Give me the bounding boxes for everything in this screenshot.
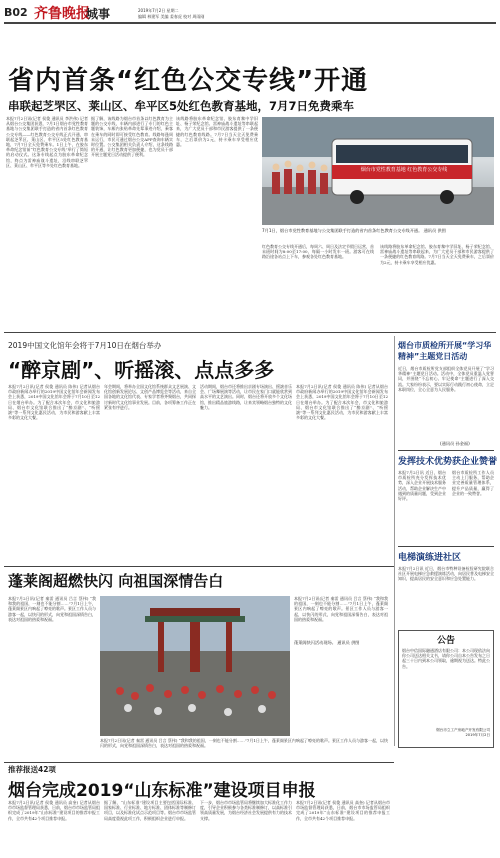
- story2-kicker: 2019中国文化馆年会将于7月10日在烟台举办: [8, 341, 162, 350]
- lead-bottom-rule: [4, 332, 496, 333]
- story2-column-3: 活动期间，烟台市还将推出京剧专场演出、摇滚音乐会、广场舞展演等活动，让市民在家门口就能欣赏到高水平的文艺演出。同时，烟台还将开放多个文化场馆，推出精品旅游线路，让来宾领略烟台独特的文化魅力。: [200, 384, 292, 410]
- paper-logo: 齐鲁晚报: [34, 6, 90, 22]
- brief3-headline: 电梯演练进社区: [398, 553, 462, 563]
- brief-rule-2: [398, 546, 494, 547]
- story2-column-2: 年会期间，将举办全国文化馆系统群众文艺展演、文化馆创新发展论坛、文创产品博览会等活动，来自全国各地的文化馆代表、专家学者将齐聚烟台，共同探讨新时代文化馆事业发展。目前，各项筹备工作正在紧张有序进行。: [104, 384, 196, 410]
- story3-column-3: 本报7月2日讯(记者 秦雷 通讯员 吕言 蔡伟) “我和我的祖国，一刻也不能分割……”7月1日上午，蓬莱阁景区内响起了嘹亮的歌声。景区工作人员与游客一起，以快闪的形式，向党和祖国深情告白，表达对祖国的热爱和祝福。: [100, 738, 388, 749]
- bottom-story-column-1: 本报7月2日讯(记者 侯俊 通讯员 高奎) 记者从烟台市市场监督管理局获悉，日前，烟台市市场监管局组织完成了2019年“山东标准”建设项目的推荐申报工作，全市共有42个项目推荐申报。: [8, 800, 100, 821]
- brief2-body: 烟台市质检所工作人员主动上门服务，帮助企业完善质量管理体系，提升产品质量，赢得了企业的一致赞誉。: [452, 470, 494, 496]
- lead-column-1: 本报7月2日讯(记者 侯俊 通讯员 李洪伟) 记者从烟台公交集团获悉，7月1日烟台市党性教育基地与公交集团联手打造的省内首条红色教育公交专线——红色教育公交专线正式开通，串联起芝罘区、莱山区、牟平区5处红色教育基地，7月7日全天免费乘车。1日上午，在胶东革命纪念馆前“红色教育公交专线”举行了简短的启动仪式。这条专线起点为胶东革命纪念馆，终点为雷神庙战斗遗址，沿线串联芝罘区、莱山区、牟平区等多处红色教育基地。: [6, 116, 88, 168]
- brief-rule-1: [398, 450, 494, 451]
- notice-title: 公告: [436, 636, 455, 646]
- lead-column-3: 该线路将胶东革命纪念馆、胶东育黎中学旧址、杨子荣纪念馆、雷神庙战斗遗址等串联起来，为广大党员干部和市民游客提供了一条便捷的红色教育线路。7月7日当天全天免费乘车，之后票价为2元，持卡乘车享受相应优惠。: [176, 116, 258, 148]
- bottom-story-headline: 烟台完成2019“山东标准”建设项目申报: [8, 781, 316, 801]
- right-story-credit: (通讯员 孙金福): [440, 441, 470, 446]
- bottom-story-rule: [4, 762, 394, 763]
- notice-body: 烟台中信国际融通酒店有限公司：本公司现依法向你公司送达相关文书，请你公司自本公告发布之日起三十日内到本公司领取，逾期视为送达。特此公告。: [402, 648, 490, 669]
- public-notice: [398, 630, 494, 748]
- brief3-body: 本报7月2日讯 近日，烟台市特种设备检验研究院联合社区开展电梯应急救援演练活动，向居民普及电梯安全知识，提高居民的安全意识和应急处置能力。: [398, 566, 494, 582]
- bottom-story-column-3: 下一步，烟台市市场监管局将继续加大标准化工作力度，引导企业积极参与各类标准制修订，以高标准引领高质量发展，为烟台经济社会发展提供有力的技术支撑。: [200, 800, 292, 821]
- story2-headline: “醉京剧”、听摇滚、点点多多: [8, 358, 275, 382]
- page-number: B02: [4, 6, 28, 19]
- story3-headline: 蓬莱阁超燃快闪 向祖国深情告白: [8, 572, 224, 590]
- lead-headline: 省内首条“红色公交专线”开通: [8, 66, 369, 96]
- lead-column-5: 该线路将胶东革命纪念馆、胶东育黎中学旧址、杨子荣纪念馆、雷神庙战斗遗址等串联起来，为广大党员干部和市民游客提供了一条便捷的红色教育线路。7月7日当天全天免费乘车，之后票价为2元，持卡乘车享受相应优惠。: [380, 244, 494, 265]
- editor-line: 编辑 林建军 美编 姜春虎 校对 周雨刚: [138, 14, 205, 19]
- brief1-body: 本报7月2日讯 近日，烟台市质检所充分发挥技术优势，深入企业开展技术服务活动，帮助企业解决生产中遇到的质量问题，受到企业好评。: [398, 470, 446, 502]
- notice-date: 2019年7月2日: [465, 733, 490, 738]
- bottom-story-kicker: 推荐报送42项: [8, 765, 56, 774]
- lead-subheadline: 串联起芝罘区、莱山区、牟平区5处红色教育基地，7月7日免费乘车: [8, 99, 355, 113]
- story2-column-1: 本报7月2日讯(记者 侯俊 通讯员 陈伟) 记者从烟台市政府新闻办举行的2019中国文化馆年会新闻发布会上获悉，2019中国文化馆年会将于7月10日至12日在烟台举办。为了配合本次年会，市文化和旅游局、烟台市文化馆联合推出了“醉京剧”、“听摇滚”等一系列文化惠民活动，为市民和游客献上丰富多彩的文化大餐。: [8, 384, 100, 421]
- story3-column-2: 本报7月2日讯(记者 秦雷 通讯员 吕言 蔡伟) “我和我的祖国，一刻也不能分割……”7月1日上午，蓬莱阁景区内响起了嘹亮的歌声。景区工作人员与游客一起，以快闪的形式，向党和祖国深情告白，表达对祖国的热爱和祝福。: [294, 596, 388, 622]
- right-story-body: 近日，烟台市质检所党支部组织全体党员开展了“学习华精神”主题党日活动。活动中，全体党员重温入党誓词，并围绕“不忘初心、牢记使命”主题进行了深入交流。大家纷纷表示，要以实际行动践行初心使命，立足本职岗位，全心全意为人民服务。: [398, 366, 494, 392]
- lead-column-2: 据了解，该线路为烟台市首条以红色教育为主题的公交专线，车辆内部进行了专门的红色主题装饰，车厢内张贴革命先辈事迹介绍，乘客在乘车的同时即可接受红色教育。线路每逢周末运行，市民可通过烟台公交APP查询车辆实时位置。公交集团相关负责人介绍，这条线路的开通，让红色教育更加便捷，也为党员干部开展主题党日活动提供了便利。: [91, 116, 173, 158]
- bus-photo-caption: 7月1日，烟台市党性教育基地与公交集团联手打造的省内首条红色教育公交专线开通。 通讯员 供图: [262, 228, 446, 233]
- bus-photo: [262, 117, 494, 225]
- story3-column-1: 本报7月2日讯(记者 秦雷 通讯员 吕言 蔡伟) “我和我的祖国，一刻也不能分割……”7月1日上午，蓬莱阁景区内响起了嘹亮的歌声。景区工作人员与游客一起，以快闪的形式，向党和祖国深情告白，表达对祖国的热爱和祝福。: [8, 596, 96, 622]
- masthead-rule: [4, 22, 496, 24]
- bottom-story-column-2: 据了解，“山东标准”建设项目主要包括国际标准、国家标准、行业标准、地方标准、团体标准等制修订项目，以及标准化试点示范项目等。烟台市市场监管局高度重视此项工作，积极组织企业进行申报。: [104, 800, 196, 821]
- brief1-headline: 发挥技术优势: [398, 457, 453, 467]
- story2-column-4: 本报7月2日讯(记者 侯俊 通讯员 陈伟) 记者从烟台市政府新闻办举行的2019中国文化馆年会新闻发布会上获悉，2019中国文化馆年会将于7月10日至12日在烟台举办。为了配合本次年会，市文化和旅游局、烟台市文化馆联合推出了“醉京剧”、“听摇滚”等一系列文化惠民活动，为市民和游客献上丰富多彩的文化大餐。: [296, 384, 388, 421]
- date-line: 2019年7月2日 星期二: [138, 8, 179, 13]
- right-column-divider: [394, 336, 395, 746]
- penglai-photo: [100, 596, 290, 736]
- notice-signoff: 烟台市立工产房地产开发有限公司: [436, 728, 490, 732]
- penglai-illustration: [100, 596, 290, 736]
- lead-column-4: 红色教育公交专线开通后，每周六、周日及法定节假日运营，首末班时间为8:00至17:00，每隔一小时发车一班。游客可在线路沿途各站点上下车，参观各处红色教育基地。: [262, 244, 374, 260]
- story2-bottom-rule: [4, 566, 394, 567]
- right-story-headline: 烟台市质检所开展“学习华精神”主题党日活动: [398, 341, 492, 361]
- bus-banner-text: 烟台市党性教育基地 红色教育公交专线: [360, 167, 448, 173]
- brief2-headline: 获企业赞誉: [452, 457, 498, 467]
- penglai-photo-caption: 蓬莱阁快闪活动现场。 通讯员 供图: [294, 640, 360, 645]
- bottom-story-column-4: 本报7月2日讯(记者 侯俊 通讯员 高奎) 记者从烟台市市场监督管理局获悉，日前，烟台市市场监管局组织完成了2019年“山东标准”建设项目的推荐申报工作，全市共有42个项目推荐申报。: [296, 800, 390, 821]
- section-name: 城事: [86, 7, 111, 21]
